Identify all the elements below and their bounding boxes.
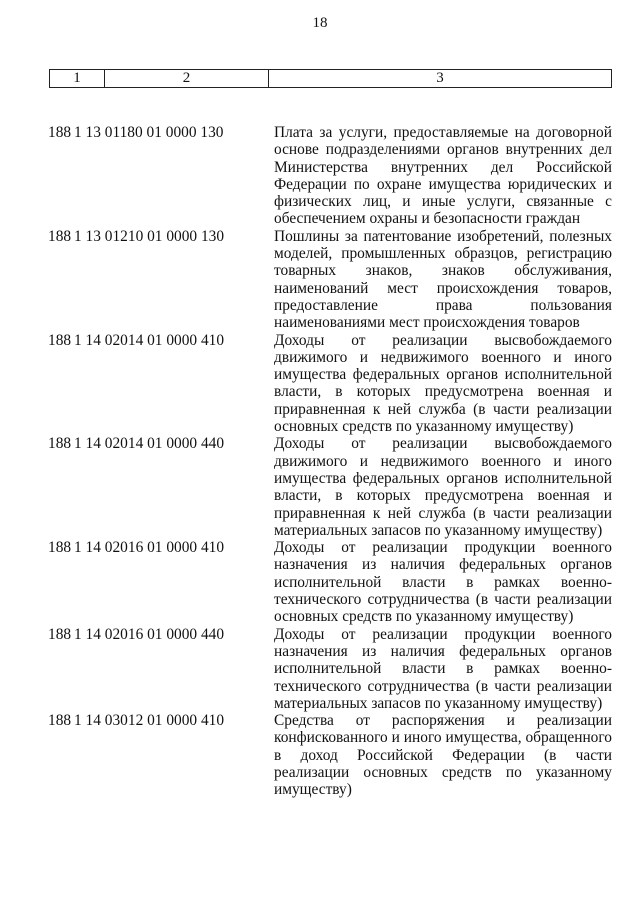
table-row — [0, 124, 640, 228]
revenue-code: 1 13 01180 01 0000 130 — [74, 124, 224, 141]
revenue-name: Плата за услуги, предоставляемые на договорной основе подразделениями органов внутренних дел Министерства внутренних дел Российской Федерации по охране имущества юридических и физических лиц, и иные услуги, связанные с обеспечением охраны и безопасности граждан — [274, 124, 612, 228]
revenue-code: 1 14 02016 01 0000 440 — [74, 625, 225, 643]
revenue-code: 1 14 02014 01 0000 440 — [74, 435, 225, 453]
admin-code: 188 — [48, 331, 72, 349]
column-header-table — [49, 69, 612, 88]
table-row — [0, 712, 640, 798]
column-header-3: 3 — [269, 70, 612, 88]
revenue-code: 1 14 03012 01 0000 410 — [74, 712, 225, 730]
column-header-1: 1 — [50, 70, 105, 88]
column-header-row — [50, 70, 612, 88]
table-row — [0, 332, 640, 436]
admin-code: 188 — [48, 712, 72, 730]
column-header-2: 2 — [105, 70, 269, 88]
admin-code: 188 — [48, 539, 72, 557]
revenue-name: Доходы от реализации продукции военного назначения из наличия федеральных органов исполнительной власти в рамках военно-технического сотрудничества (в части реализации основных средств по указанному имуществу) — [274, 539, 612, 626]
revenue-name: Доходы от реализации высвобождаемого движимого и недвижимого военного и иного имущества федеральных органов исполнительной власти, в которых предусмотрена военная и приравненная к ней служба (в части реализации материальных запасов по указанному имуществу) — [274, 435, 612, 539]
revenue-name: Доходы от реализации высвобождаемого движимого и недвижимого военного и иного имущества федеральных органов исполнительной власти, в которых предусмотрена военная и приравненная к ней служба (в части реализации основных средств по указанному имуществу) — [274, 331, 612, 436]
admin-code: 188 — [48, 227, 72, 245]
page-number: 18 — [312, 15, 328, 31]
revenue-code: 1 14 02016 01 0000 410 — [74, 539, 225, 557]
admin-code: 188 — [48, 124, 72, 141]
table-row — [0, 539, 640, 625]
table-row — [0, 435, 640, 539]
revenue-name: Пошлины за патентование изобретений, полезных моделей, промышленных образцов, регистрацию товарных знаков, знаков обслуживания, наименований мест происхождения товаров, предоставление права пользования наименованиями мест происхождения товаров — [274, 227, 612, 332]
revenue-name: Средства от распоряжения и реализации конфискованного и иного имущества, обращенного в доход Российской Федерации (в части реализации основных средств по указанному имуществу) — [274, 712, 612, 799]
revenue-code: 1 13 01210 01 0000 130 — [74, 227, 225, 245]
revenue-code-list — [0, 124, 640, 799]
admin-code: 188 — [48, 435, 72, 453]
table-row — [0, 228, 640, 332]
admin-code: 188 — [48, 625, 72, 643]
revenue-code: 1 14 02014 01 0000 410 — [74, 331, 225, 349]
table-row — [0, 626, 640, 712]
revenue-name: Доходы от реализации продукции военного назначения из наличия федеральных органов исполнительной власти в рамках военно-технического сотрудничества (в части реализации материальных запасов по указанному имуществу) — [274, 625, 612, 712]
